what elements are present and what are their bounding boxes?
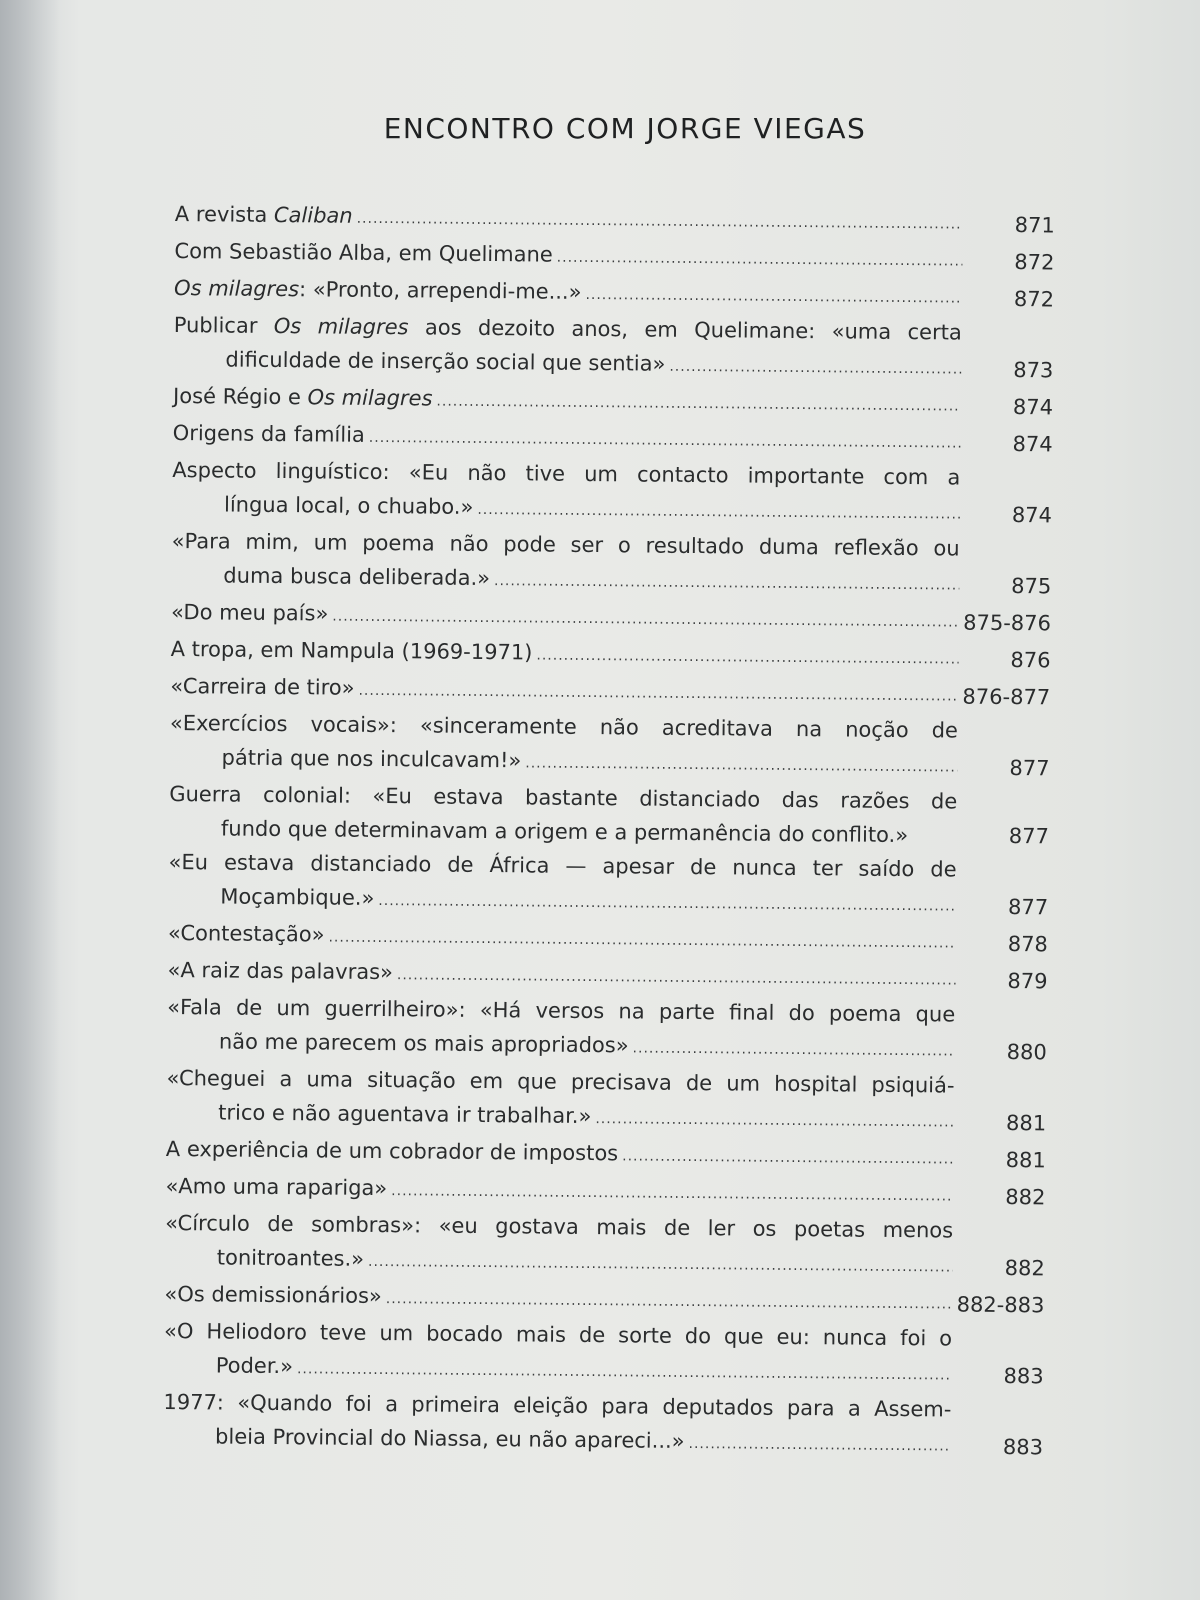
- toc-entry: [169, 706, 1050, 785]
- entry-text: «Carreira de tiro»: [170, 673, 355, 700]
- entry-text: «A raiz das palavras»: [167, 957, 394, 985]
- dot-leader: [525, 746, 958, 784]
- entry-text: duma busca deliberada.»: [223, 563, 491, 591]
- page-number: 877: [1008, 824, 1050, 849]
- entry-title-italic: Os milagres: [307, 385, 433, 411]
- dot-leader: [436, 385, 961, 424]
- entry-text: «O Heliodoro teve um bocado mais de sorte do que eu: nunca foi o: [163, 1318, 953, 1351]
- entry-text: José Régio e: [172, 383, 308, 410]
- toc-entry: [173, 308, 1054, 387]
- toc-entry-title: [225, 342, 665, 380]
- toc-entry-text: [166, 1061, 955, 1140]
- page-number: 878: [1007, 932, 1048, 957]
- dot-leader: [369, 421, 961, 461]
- toc-entry-title: [164, 1277, 382, 1313]
- dot-leader: [494, 564, 960, 602]
- toc-entry-title: [170, 669, 355, 705]
- dot-leader: [622, 1139, 954, 1176]
- toc-entry-last-line: [163, 1419, 951, 1464]
- page-number: 872: [1013, 287, 1055, 312]
- dot-leader: [368, 1245, 953, 1285]
- entry-text: Aspecto linguístico: «Eu não tive um contacto importante com a: [172, 457, 961, 490]
- page-number: 874: [1012, 395, 1054, 420]
- toc-entry-text: [165, 1206, 954, 1285]
- page-number: 879: [1007, 969, 1048, 994]
- entry-text: «Fala de um guerrilheiro»: «Há versos na parte final do poema que: [167, 994, 956, 1027]
- section-title: ENCONTRO COM JORGE VIEGAS: [383, 112, 867, 145]
- entry-text: Poder.»: [215, 1353, 294, 1379]
- toc-entry-title: [174, 234, 553, 272]
- entry-text: língua local, o chuabo.»: [223, 492, 474, 519]
- page-number: 874: [1012, 432, 1053, 457]
- entry-text: 1977: «Quando foi a primeira eleição para deputados para a Assem-: [163, 1389, 952, 1422]
- page-number: 872: [1014, 250, 1055, 275]
- page-number: 880: [1006, 1040, 1047, 1065]
- toc-entry-title: [171, 595, 329, 631]
- toc-entry-text: [172, 453, 961, 532]
- toc-entry-title: [215, 1419, 685, 1458]
- page-number: 883: [1002, 1435, 1044, 1460]
- dot-leader: [557, 241, 963, 279]
- entry-text: «Contestação»: [167, 920, 325, 947]
- toc-entry-title: [221, 740, 521, 777]
- entry-text: dificuldade de inserção social que sentia»: [225, 347, 666, 376]
- page-number: 876-877: [962, 684, 1051, 710]
- entry-text: pátria que nos inculcavam!»: [221, 745, 522, 773]
- page-number: 873: [1013, 358, 1054, 383]
- toc-entry-title: [173, 379, 433, 415]
- toc-entry: [171, 524, 1052, 603]
- toc-entry-text: [163, 1385, 952, 1464]
- entry-title-italic: Os milagres: [273, 313, 409, 340]
- toc-entry: [166, 1061, 1047, 1140]
- dot-leader: [391, 1174, 954, 1213]
- dot-leader: [397, 958, 956, 997]
- page-number: 883: [1003, 1364, 1044, 1389]
- entry-text: «Cheguei a uma situação em que precisava de um hospital psiquiá-: [166, 1065, 955, 1098]
- toc-entry: [169, 777, 1050, 853]
- entry-text: : «Pronto, arrependi-me...»: [298, 277, 582, 304]
- toc-entry: [168, 845, 1049, 924]
- entry-text: «Para mim, um poema não pode ser o resultado duma reflexão ou: [171, 528, 960, 561]
- entry-text: Moçambique.»: [220, 884, 375, 910]
- entry-text: «Exercícios vocais»: «sinceramente não acreditava na noção de: [169, 710, 959, 743]
- toc-entry: [164, 1314, 1045, 1393]
- toc-entry: [165, 1206, 1046, 1285]
- dot-leader: [536, 638, 958, 676]
- dot-leader: [688, 1427, 951, 1464]
- entry-text: «Amo uma rapariga»: [165, 1173, 388, 1201]
- entry-text: «Eu estava distanciado de África — apesar de nunca ter saído de: [168, 849, 957, 882]
- dot-leader: [386, 1282, 953, 1321]
- toc-entry-title: [216, 1348, 294, 1383]
- toc-entry-title: [166, 1132, 619, 1170]
- entry-text: «Do meu país»: [170, 599, 329, 626]
- toc-entry-title: [168, 916, 325, 952]
- entry-text: bleia Provincial do Niassa, eu não apareci...»: [214, 1424, 685, 1453]
- entry-text: A experiência de um cobrador de impostos: [165, 1136, 619, 1166]
- entry-text: Publicar: [173, 312, 274, 338]
- toc-entry-text: [167, 990, 956, 1069]
- toc-entry-title: [224, 487, 474, 523]
- page-number: 882: [1004, 1256, 1045, 1281]
- entry-text: A tropa, em Nampula (1969-1971): [170, 636, 533, 665]
- toc-entry: [172, 453, 1053, 532]
- entry-text: Guerra colonial: «Eu estava bastante distanciado das razões de: [169, 781, 958, 814]
- page-number: 876: [1010, 648, 1051, 673]
- entry-text: fundo que determinavam a origem e a permanência do conflito.»: [220, 816, 909, 848]
- entry-text: Com Sebastião Alba, em Quelimane: [174, 238, 553, 267]
- toc-entry-text: [168, 845, 957, 924]
- entry-text: Origens da família: [172, 420, 365, 447]
- toc-entry-text: [169, 706, 958, 785]
- toc-entry-title: [217, 1240, 365, 1275]
- toc-entry: [163, 1385, 1044, 1464]
- toc-entry-title: [165, 1169, 387, 1205]
- page-number: 882-883: [956, 1292, 1045, 1318]
- dot-leader: [378, 884, 956, 924]
- entry-text: A revista: [174, 201, 275, 227]
- page-number: 877: [1008, 895, 1049, 920]
- toc-entry-title: [173, 416, 365, 452]
- toc-entry-title: [170, 632, 532, 669]
- toc-entry-title: [220, 879, 374, 914]
- dot-leader: [585, 278, 962, 316]
- entry-title-italic: Caliban: [273, 202, 353, 228]
- page-number: 875-876: [963, 610, 1052, 636]
- entry-text: não me parecem os mais apropriados»: [218, 1029, 629, 1058]
- toc-entry-title: [174, 271, 582, 309]
- toc-entry-text: [171, 524, 960, 603]
- dot-leader: [669, 350, 961, 387]
- entry-text: tonitroantes.»: [216, 1245, 365, 1271]
- toc-entry-title: [223, 558, 490, 595]
- page-number: 881: [1005, 1148, 1046, 1173]
- entry-title-italic: Os milagres: [174, 275, 300, 302]
- dot-leader: [632, 1031, 955, 1068]
- toc-entry-title: [167, 953, 393, 989]
- entry-text: trico e não aguentava ir trabalhar.»: [218, 1100, 592, 1129]
- page-number: 881: [1005, 1111, 1047, 1136]
- table-of-contents: [163, 197, 1055, 1464]
- toc-entry: [167, 990, 1048, 1069]
- toc-entry-title: [175, 197, 353, 233]
- entry-text: «Os demissionários»: [164, 1281, 382, 1309]
- toc-entry-title: [218, 1095, 592, 1133]
- toc-entry-text: [164, 1314, 953, 1393]
- dot-leader: [477, 493, 960, 532]
- page-number: 871: [1014, 213, 1055, 238]
- toc-entry-text: [169, 777, 958, 853]
- page-number: 875: [1011, 574, 1052, 599]
- page-number: 874: [1011, 503, 1053, 528]
- page-gutter-shadow: [0, 0, 60, 1600]
- entry-text: aos dezoito anos, em Quelimane: «uma certa: [408, 315, 962, 345]
- entry-text: «Círculo de sombras»: «eu gostava mais de ler os poetas menos: [165, 1210, 954, 1243]
- toc-entry-title: [219, 1024, 629, 1062]
- dot-leader: [356, 202, 962, 242]
- dot-leader: [358, 674, 958, 714]
- page-number: 882: [1005, 1185, 1046, 1210]
- toc-entry-text: [173, 308, 962, 387]
- page-number: 877: [1009, 756, 1050, 781]
- dot-leader: [595, 1102, 954, 1139]
